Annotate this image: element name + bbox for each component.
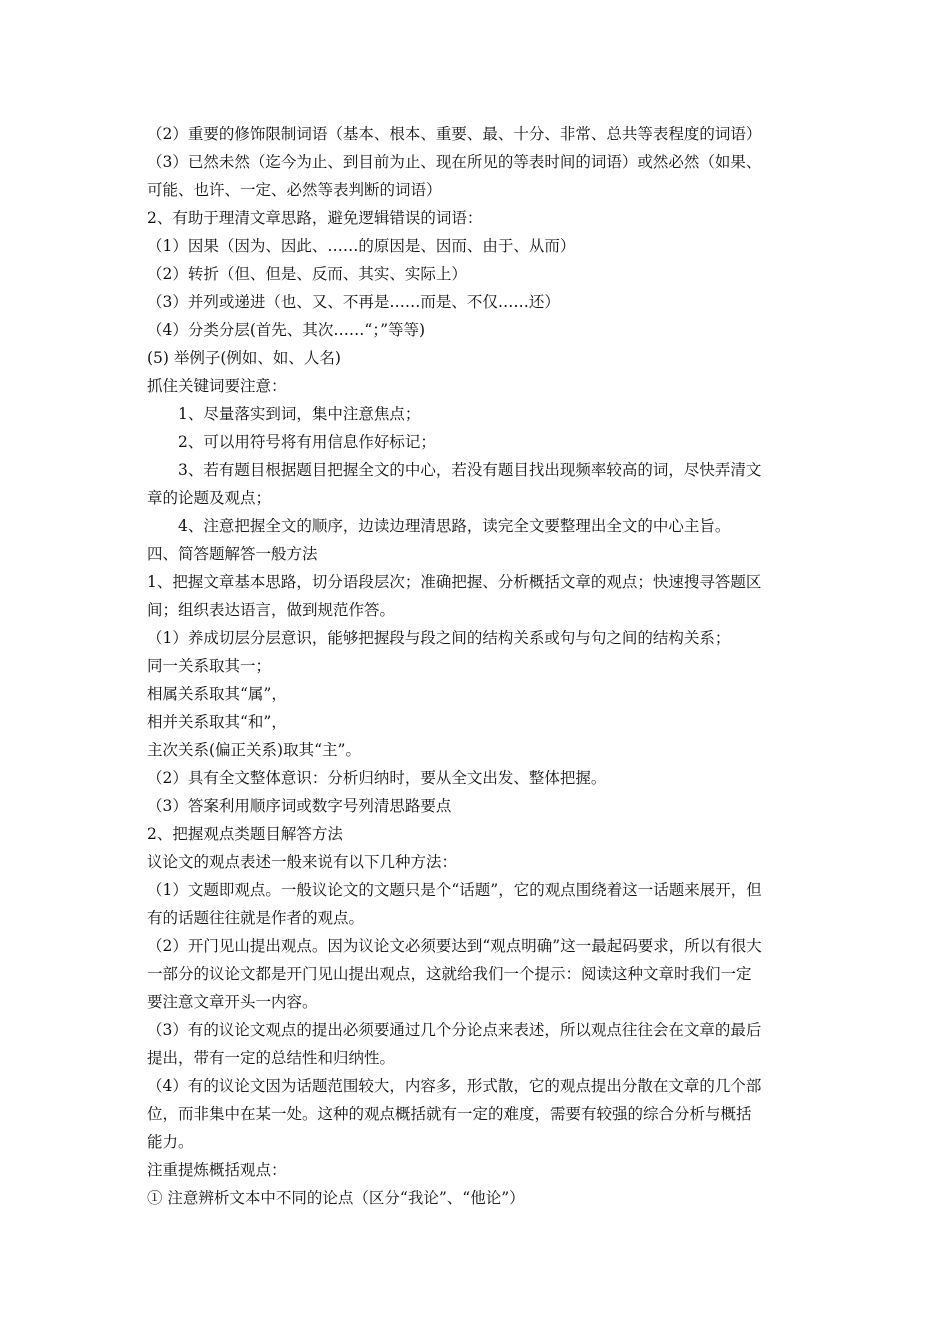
text-line: 间；组织表达语言，做到规范作答。 (147, 601, 396, 619)
text-line: 位，而非集中在某一处。这种的观点概括就有一定的难度，需要有较强的综合分析与概括 (147, 1105, 752, 1123)
text-line: （3）并列或递进（也、又、不再是……而是、不仅……还） (147, 293, 560, 311)
text-line: 1、把握文章基本思路，切分语段层次；准确把握、分析概括文章的观点；快速搜寻答题区 (147, 573, 762, 591)
text-line: 有的话题往往就是作者的观点。 (147, 909, 365, 927)
text-line: （4）有的议论文因为话题范围较大，内容多，形式散，它的观点提出分散在文章的几个部 (147, 1077, 762, 1095)
text-line: 3、若有题目根据题目把握全文的中心，若没有题目找出现频率较高的词，尽快弄清文 (178, 461, 762, 479)
text-line: （3）已然未然（迄今为止、到目前为止、现在所见的等表时间的词语）或然必然（如果、 (147, 153, 762, 171)
text-line: （2）转折（但、但是、反而、其实、实际上） (147, 265, 467, 283)
text-line: （1）因果（因为、因此、……的原因是、因而、由于、从而） (147, 237, 576, 255)
text-line: 1、尽量落实到词，集中注意焦点； (178, 405, 421, 423)
text-line: （1）养成切层分层意识，能够把握段与段之间的结构关系或句与句之间的结构关系； (147, 629, 731, 647)
text-line: （1）文题即观点。一般议论文的文题只是个“话题”，它的观点围绕着这一话题来展开，但 (147, 881, 762, 899)
text-line: （3）有的议论文观点的提出必须要通过几个分论点来表述，所以观点往往会在文章的最后 (147, 1021, 762, 1039)
text-line: 一部分的议论文都是开门见山提出观点，这就给我们一个提示：阅读这种文章时我们一定 (147, 965, 752, 983)
text-line: （2）重要的修饰限制词语（基本、根本、重要、最、十分、非常、总共等表程度的词语） (147, 125, 762, 143)
text-line: ① 注意辨析文本中不同的论点（区分“我论”、“他论”） (147, 1189, 525, 1207)
text-line: 能力。 (147, 1133, 194, 1151)
text-line: 提出，带有一定的总结性和归纳性。 (147, 1049, 396, 1067)
section-heading: 四、简答题解答一般方法 (147, 545, 318, 563)
text-line: (5) 举例子(例如、如、人名) (147, 349, 341, 367)
section-heading: 2、有助于理清文章思路，避免逻辑错误的词语： (147, 209, 483, 227)
text-line: 主次关系(偏正关系)取其“主”。 (147, 741, 361, 759)
section-heading: 2、把握观点类题目解答方法 (147, 825, 343, 843)
text-line: 同一关系取其一； (147, 657, 272, 675)
text-line: 议论文的观点表述一般来说有以下几种方法： (147, 853, 458, 871)
text-line: 要注意文章开头一内容。 (147, 993, 318, 1011)
text-line: 可能、也许、一定、必然等表判断的词语） (147, 181, 442, 199)
text-line: （2）开门见山提出观点。因为议论文必须要达到“观点明确”这一最起码要求，所以有很大 (147, 937, 762, 955)
text-line: 章的论题及观点； (147, 489, 272, 507)
text-line: 2、可以用符号将有用信息作好标记； (178, 433, 436, 451)
text-line: 抓住关键词要注意： (147, 377, 287, 395)
text-line: （3）答案利用顺序词或数字号列清思路要点 (147, 797, 452, 815)
document-body (147, 120, 811, 1212)
text-line: （4）分类分层(首先、其次……“；”等等) (147, 321, 426, 339)
text-line: 注重提炼概括观点： (147, 1161, 287, 1179)
text-line: （2）具有全文整体意识：分析归纳时，要从全文出发、整体把握。 (147, 769, 607, 787)
text-line: 4、注意把握全文的顺序，边读边理清思路，读完全文要整理出全文的中心主旨。 (178, 517, 731, 535)
text-line: 相并关系取其“和”， (147, 713, 287, 731)
text-line: 相属关系取其“属”， (147, 685, 287, 703)
